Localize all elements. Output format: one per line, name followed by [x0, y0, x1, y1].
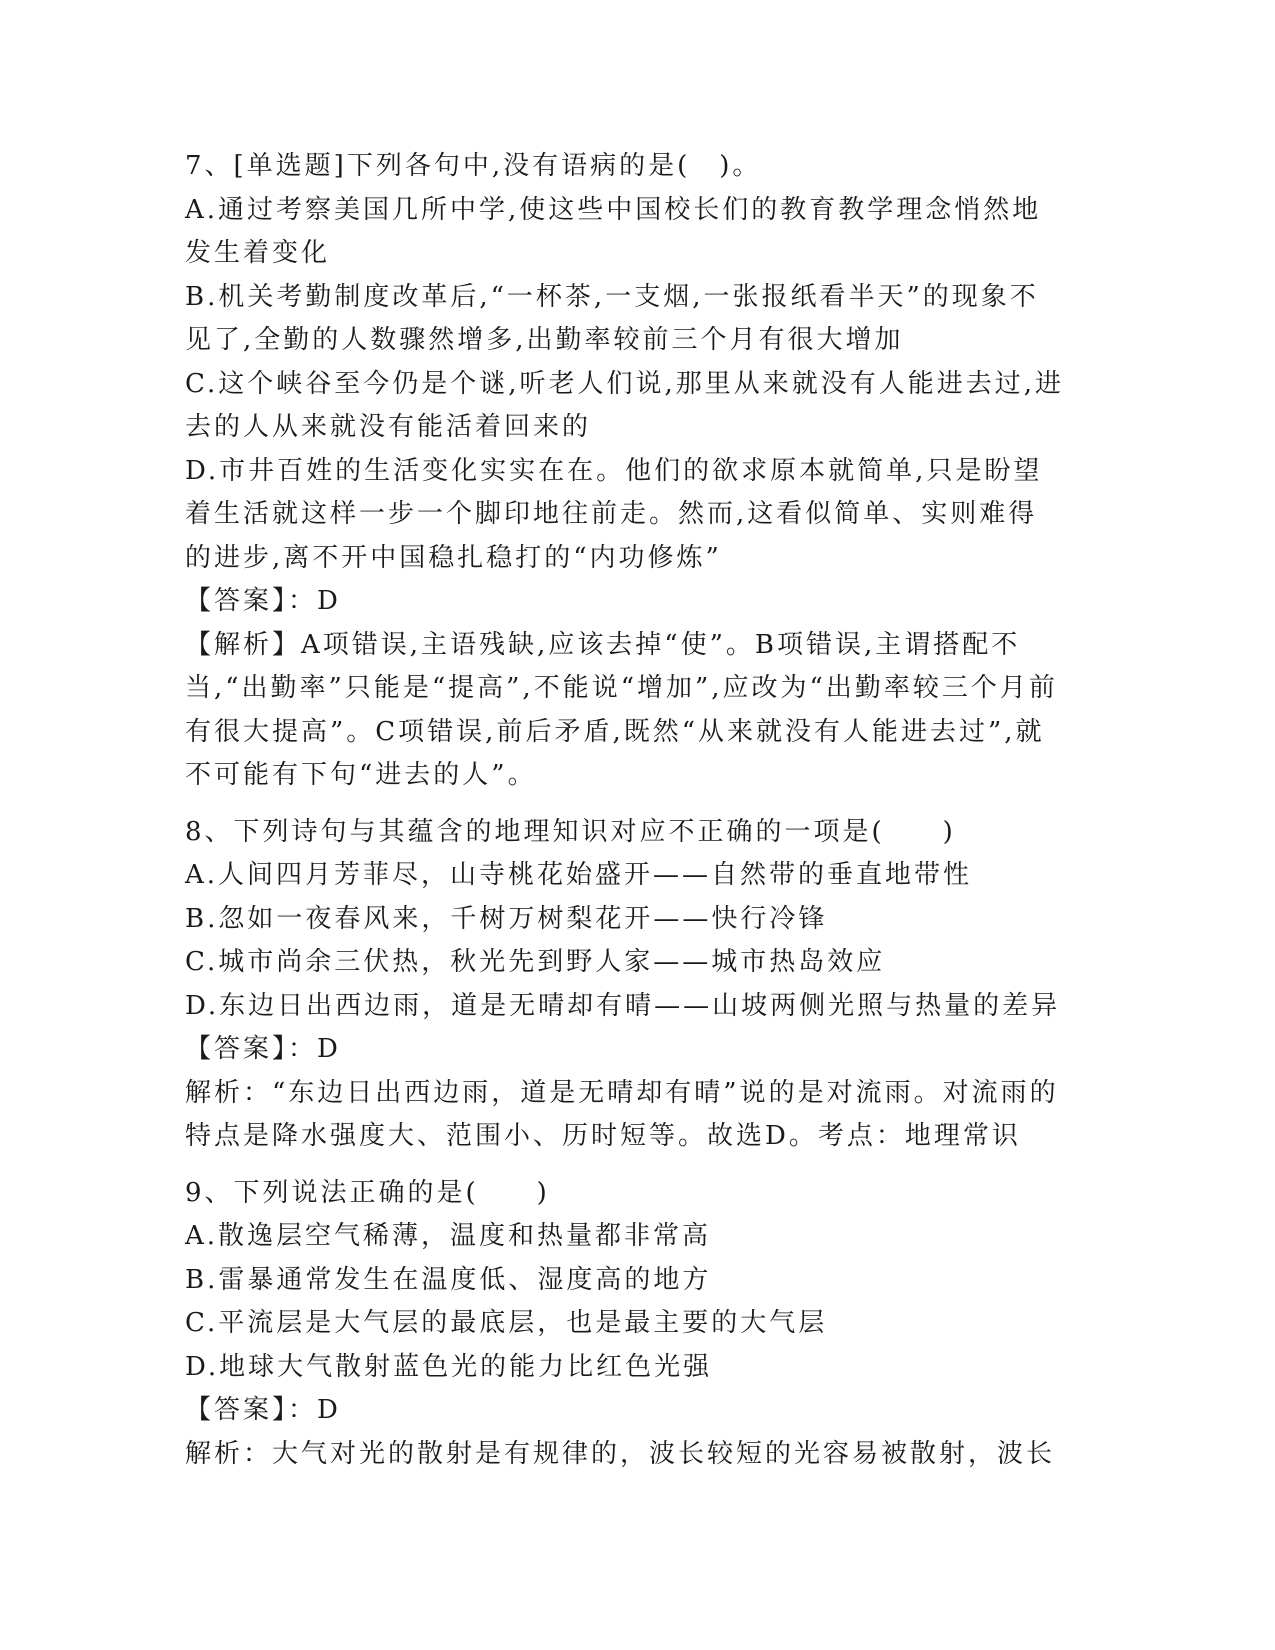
- answer: 【答案】：D: [185, 586, 341, 616]
- question-9: [185, 1172, 1065, 1477]
- option-d: D.东边日出西边雨，道是无晴却有晴——山坡两侧光照与热量的差异: [185, 990, 1061, 1021]
- analysis: 解析：“东边日出西边雨，道是无晴却有晴”说的是对流雨。对流雨的特点是降水强度大、范围小、历时短等。故选D。考点：地理常识: [185, 1077, 1059, 1151]
- option-a: A.通过考察美国几所中学,使这些中国校长们的教育教学理念悄然地发生着变化: [185, 194, 1042, 268]
- question-8: [185, 811, 1065, 1159]
- document-page: [185, 145, 1065, 1476]
- option-a: A.人间四月芳菲尽，山寺桃花始盛开——自然带的垂直地带性: [185, 860, 973, 890]
- option-d: D.市井百姓的生活变化实实在在。他们的欲求原本就简单,只是盼望着生活就这样一步一个脚印地往前走。然而,这看似简单、实则难得的进步,离不开中国稳扎稳打的“内功修炼”: [185, 455, 1043, 573]
- option-a: A.散逸层空气稀薄，温度和热量都非常高: [185, 1221, 712, 1251]
- option-c: C.城市尚余三伏热，秋光先到野人家——城市热岛效应: [185, 947, 886, 977]
- question-7: [185, 145, 1065, 798]
- answer: 【答案】：D: [185, 1395, 341, 1425]
- answer: 【答案】：D: [185, 1034, 341, 1064]
- option-b: B.雷暴通常发生在温度低、湿度高的地方: [185, 1264, 712, 1295]
- question-stem: 9、下列说法正确的是( ): [185, 1177, 550, 1208]
- option-c: C.这个峡谷至今仍是个谜,听老人们说,那里从来就没有人能进去过,进去的人从来就没有能活着回来的: [185, 368, 1065, 442]
- option-c: C.平流层是大气层的最底层，也是最主要的大气层: [185, 1308, 828, 1338]
- option-b: B.忽如一夜春风来，千树万树梨花开——快行冷锋: [185, 903, 828, 934]
- analysis: 【解析】A项错误,主语残缺,应该去掉“使”。B项错误,主谓搭配不当,“出勤率”只能是“提高”,不能说“增加”,应改为“出勤率较三个月前有很大提高”。C项错误,前后矛盾,既然“从来就没有人能进去过”,就不可能有下句“进去的人”。: [185, 629, 1058, 790]
- option-b: B.机关考勤制度改革后,“一杯茶,一支烟,一张报纸看半天”的现象不见了,全勤的人数骤然增多,出勤率较前三个月有很大增加: [185, 281, 1039, 355]
- option-d: D.地球大气散射蓝色光的能力比红色光强: [185, 1351, 713, 1382]
- analysis: 解析：大气对光的散射是有规律的，波长较短的光容易被散射，波长: [185, 1438, 1056, 1469]
- question-stem: 8、下列诗句与其蕴含的地理知识对应不正确的一项是( ): [185, 816, 956, 847]
- question-stem: 7、[单选题]下列各句中,没有语病的是( )。: [185, 151, 762, 181]
